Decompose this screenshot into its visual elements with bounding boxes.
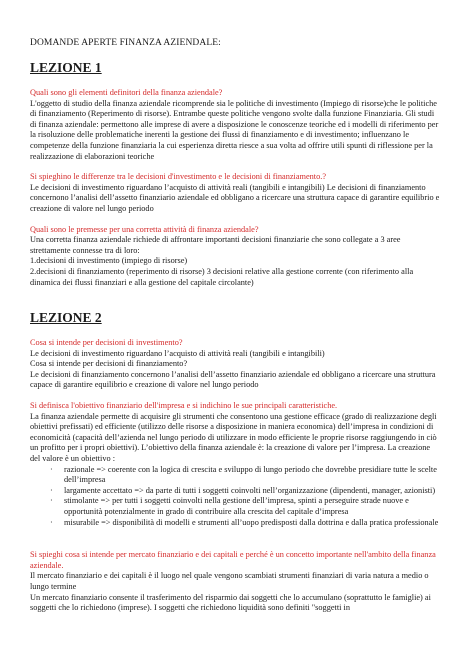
lesson-1-question-2-block bbox=[30, 172, 442, 214]
answer-text: Le decisioni di investimento riguardano l’acquisto di attività reali (tangibili e intangibili) bbox=[30, 348, 325, 358]
lesson-2-question-3-block bbox=[30, 550, 442, 614]
answer-list-item: 2.decisioni di finanziamento (reperimento di risorse) 3 decisioni relative alla gestione corrente (con riferimento alla dinamica dei flussi finanziari e alla gestione del capitale circolante) bbox=[30, 266, 414, 287]
question-text: Si spieghi cosa si intende per mercato finanziario e dei capitali e perché è un concetto importante nell'ambito della finanza aziendale. bbox=[30, 550, 436, 570]
lesson-2-question-1-block bbox=[30, 338, 442, 391]
question-text: Quali sono le premesse per una corretta attività di finanza aziendale? bbox=[30, 224, 259, 234]
lesson-2-heading: LEZIONE 2 bbox=[30, 310, 102, 326]
answer-text: Il mercato finanziario e dei capitali è il luogo nel quale vengono scambiati strumenti finanziari di varia natura a medio o lungo termine bbox=[30, 571, 429, 591]
bullet-dot-icon: · bbox=[50, 496, 53, 506]
bullet-text: razionale => coerente con la logica di crescita e sviluppo di lungo periodo che dovrebbe presidiare tutte le scelte dell’impresa bbox=[64, 464, 437, 485]
answer-text: Una corretta finanza aziendale richiede di affrontare importanti decisioni finanziarie che sono collegate a 3 aree strettamente connesse tra di loro: bbox=[30, 235, 401, 255]
bullet-item bbox=[50, 518, 442, 529]
bullet-dot-icon: · bbox=[50, 485, 53, 495]
bullet-text: largamente accettato => da parte di tutti i soggetti coinvolti nell’organizzazione (dipendenti, manager, azionisti) bbox=[64, 485, 436, 495]
bullet-item bbox=[50, 496, 442, 517]
bullet-dot-icon: · bbox=[50, 517, 53, 527]
document-title: DOMANDE APERTE FINANZA AZIENDALE: bbox=[30, 38, 221, 48]
spacer bbox=[30, 538, 442, 550]
answer-text: L'oggetto di studio della finanza aziendale ricomprende sia le politiche di investimento (Impiego di risorse)che le politiche di finanziamento (Reperimento di risorse). Entrambe queste politiche vengono svolte dalla funzione Finanziaria. Gli studi di finanza aziendale: permettono alle imprese di avere a disposizione le conoscenze teoriche ed i modelli di riferimento per la risoluzione delle problematiche inerenti la gestione dei flussi di finanziamento e di investimento; influenzano le competenze della funzione finanziaria la cui esperienza diretta riesce a sua volta ad offrire utili spunti di riflessione per la realizzazione di elaborazioni teoriche bbox=[30, 98, 439, 161]
question-text: Si spieghino le differenze tra le decisioni d'investimento e le decisioni di finanziamento.? bbox=[30, 172, 327, 182]
lesson-2-question-2-block bbox=[30, 401, 442, 528]
question-text: Si definisca l'obiettivo finanziario dell'impresa e si indichino le sue principali caratteristiche. bbox=[30, 401, 338, 411]
answer-text: Le decisioni di investimento riguardano l’acquisto di attività reali (tangibili e intangibili) Le decisioni di finanziamento concernono l’analisi dell’assetto finanziario aziendale ed obbligano a ricercare una struttura capace di garantire equilibrio e creazione di valore nel lungo periodo bbox=[30, 182, 440, 213]
bullet-list bbox=[30, 465, 442, 529]
answer-list-item: 1.decisioni di investimento (impiego di risorse) bbox=[30, 256, 188, 266]
lesson-1-heading: LEZIONE 1 bbox=[30, 60, 102, 75]
question-text: Quali sono gli elementi definitori della finanza aziendale? bbox=[30, 88, 223, 97]
lesson-1-question-3-block bbox=[30, 225, 442, 289]
question-text: Cosa si intende per decisioni di investimento? bbox=[30, 338, 183, 348]
bullet-item bbox=[50, 486, 442, 497]
answer-text: La finanza aziendale permette di acquisire gli strumenti che consentono una gestione efficace (grado di realizzazione degli obiettivi prefissati) ed efficiente (utilizzo delle risorse a disposizione in maniera economica) dell’impresa in condizioni di economicità (capacità dell’azienda nel lungo periodo di utilizzare in modo efficiente le proprie risorse raggiungendo in ciò un profitto per i propri obiettivi). L’obiettivo della finanza aziendale è: la creazione di valore per l’impresa. La creazione del valore è un obiettivo : bbox=[30, 411, 437, 464]
bullet-dot-icon: · bbox=[50, 464, 53, 474]
bullet-text: stimolante => per tutti i soggetti coinvolti nella gestione dell’impresa, spinti a perseguire strade nuove e opportunità potenzialmente in grado di contribuire alla crescita del capitale d’impresa bbox=[64, 496, 409, 516]
lesson-1-question-1-block bbox=[30, 88, 442, 162]
answer-text: Un mercato finanziario consente il trasferimento del risparmio dai soggetti che lo accumulano (soprattutto le famiglie) ai soggetti che lo richiedono (imprese). I soggetti che richiedono liquidità sono definiti "soggetti in bbox=[30, 592, 431, 613]
inline-question-text: Cosa si intende per decisioni di finanziamento? bbox=[30, 359, 188, 369]
bullet-text: misurabile => disponibilità di modelli e strumenti all’uopo predisposti dalla dottrina e dalla pratica professionale bbox=[64, 517, 439, 527]
answer-text: Le decisioni di finanziamento concernono l’analisi dell’assetto finanziario aziendale ed obbligano a ricercare una struttura capace di garantire equilibrio e creazione di valore nel lungo periodo bbox=[30, 369, 436, 390]
bullet-item bbox=[50, 465, 442, 486]
